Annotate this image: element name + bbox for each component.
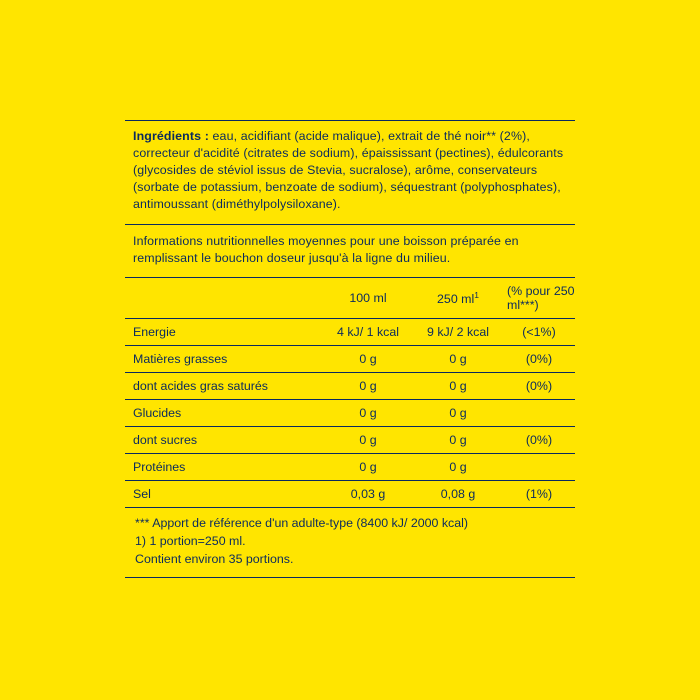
- row-label: Glucides: [125, 399, 323, 426]
- row-label: dont acides gras saturés: [125, 372, 323, 399]
- row-value-100ml: 0 g: [323, 399, 413, 426]
- nutrition-label: [125, 120, 575, 578]
- row-value-100ml: 0 g: [323, 426, 413, 453]
- header-blank: [125, 277, 323, 318]
- header-250ml-label: 250 ml: [437, 291, 475, 306]
- footnote-portion-size: 1) 1 portion=250 ml.: [135, 533, 246, 548]
- row-value-percent: (0%): [503, 426, 575, 453]
- ingredients-block: [125, 121, 575, 224]
- table-row: [125, 345, 575, 372]
- table-row: [125, 426, 575, 453]
- nutrition-table: [125, 277, 575, 508]
- footnotes-block: [125, 508, 575, 577]
- row-label: Sel: [125, 480, 323, 507]
- row-value-percent: (1%): [503, 480, 575, 507]
- row-value-100ml: 0,03 g: [323, 480, 413, 507]
- row-value-250ml: 0,08 g: [413, 480, 503, 507]
- header-percent: (% pour 250 ml***): [503, 277, 575, 318]
- row-label: dont sucres: [125, 426, 323, 453]
- nutrition-intro: Informations nutritionnelles moyennes pour une boisson préparée en remplissant le bouchon doseur jusqu'à la ligne du milieu.: [133, 233, 519, 265]
- row-value-percent: (0%): [503, 372, 575, 399]
- row-value-100ml: 0 g: [323, 345, 413, 372]
- table-row: [125, 318, 575, 345]
- row-value-100ml: 4 kJ/ 1 kcal: [323, 318, 413, 345]
- table-row: [125, 480, 575, 507]
- ingredients-heading: Ingrédients :: [133, 129, 209, 143]
- table-row: [125, 372, 575, 399]
- table-row: [125, 453, 575, 480]
- row-value-percent: (0%): [503, 345, 575, 372]
- footnote-reference-intake: *** Apport de référence d'un adulte-type (8400 kJ/ 2000 kcal): [135, 515, 468, 530]
- row-value-250ml: 0 g: [413, 345, 503, 372]
- row-label: Energie: [125, 318, 323, 345]
- row-value-250ml: 0 g: [413, 372, 503, 399]
- row-label: Matières grasses: [125, 345, 323, 372]
- row-value-250ml: 0 g: [413, 453, 503, 480]
- row-value-percent: [503, 399, 575, 426]
- row-value-percent: [503, 453, 575, 480]
- table-header-row: [125, 277, 575, 318]
- row-value-100ml: 0 g: [323, 372, 413, 399]
- ingredients-text: eau, acidifiant (acide malique), extrait de thé noir** (2%), correcteur d'acidité (citrates de sodium), épaississant (pectines), édulcorants (glycosides de stéviol issus de Stevia, sucralose), arôme, conservateurs (sorbate de potassium, benzoate de sodium), séquestrant (polyphosphates), antimoussant (diméthylpolysiloxane).: [133, 129, 564, 212]
- row-value-250ml: 0 g: [413, 399, 503, 426]
- header-250ml: [413, 277, 503, 318]
- row-label: Protéines: [125, 453, 323, 480]
- table-row: [125, 399, 575, 426]
- row-value-250ml: 0 g: [413, 426, 503, 453]
- footnote-portion-count: Contient environ 35 portions.: [135, 551, 294, 566]
- divider-bottom: [125, 577, 575, 578]
- row-value-250ml: 9 kJ/ 2 kcal: [413, 318, 503, 345]
- row-value-100ml: 0 g: [323, 453, 413, 480]
- row-value-percent: (<1%): [503, 318, 575, 345]
- header-100ml: 100 ml: [323, 277, 413, 318]
- header-250ml-superscript: 1: [474, 289, 479, 300]
